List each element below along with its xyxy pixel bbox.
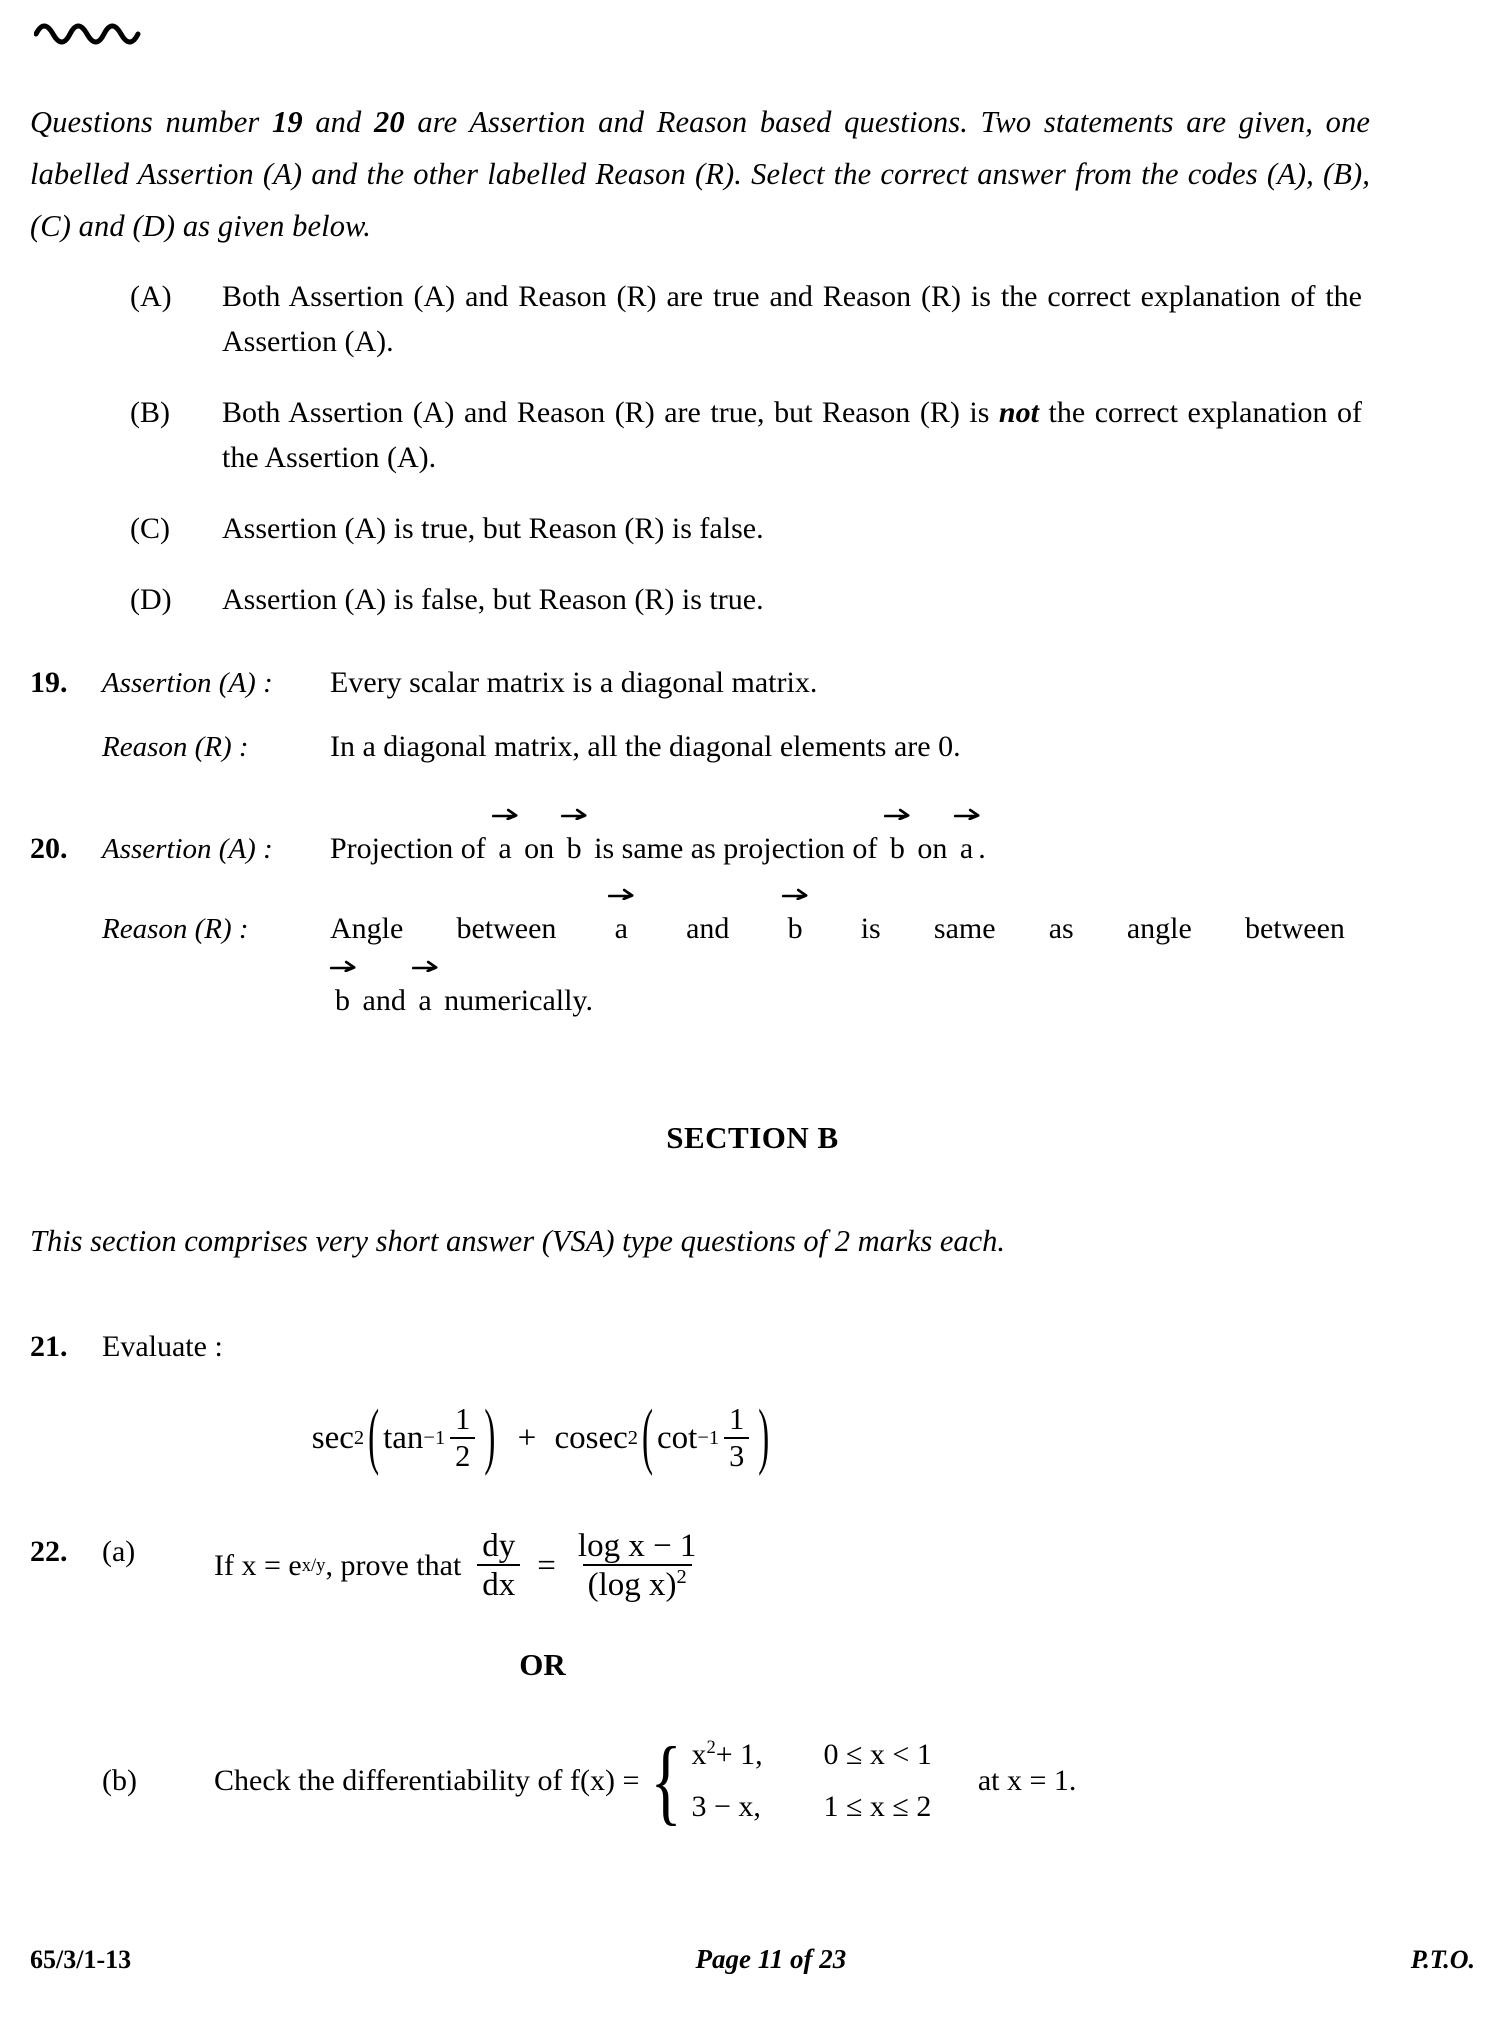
q20-r-t2: between <box>456 912 557 945</box>
question-20 <box>30 826 1475 1024</box>
assertion-reason-instructions <box>30 96 1370 252</box>
q20-r-v1: a <box>614 912 628 945</box>
option-a-text: Both Assertion (A) and Reason (R) are true and Reason (R) is the correct explanation of the Assertion (A). <box>222 280 1362 358</box>
option-c-text: Assertion (A) is true, but Reason (R) is false. <box>222 512 764 545</box>
option-a <box>30 274 1475 364</box>
q22b-case2-expr: 3 − x, <box>691 1790 761 1824</box>
q22b-case1-expr <box>691 1729 823 1781</box>
q22a-rhs-den-base: (log x) <box>587 1567 677 1604</box>
q20-reason-line-1 <box>330 906 1345 952</box>
page-content <box>30 96 1475 1833</box>
question-22-part-b <box>30 1726 1475 1834</box>
q22b-t2: at x = 1. <box>977 1764 1077 1798</box>
q20-r-t6: as <box>1048 912 1074 945</box>
option-d <box>30 577 1475 622</box>
question-22-part-b-body <box>214 1726 1077 1834</box>
vector-a-3 <box>612 906 631 952</box>
q20-a-v1: a <box>498 832 512 865</box>
answer-code-options <box>30 274 1475 622</box>
q20-r-t5: same <box>933 912 996 945</box>
q20-r-t3: and <box>686 912 730 945</box>
q21-fn2: cosec <box>554 1419 628 1456</box>
option-d-text: Assertion (A) is false, but Reason (R) is true. <box>222 583 764 616</box>
q20-a-v2: b <box>566 832 582 865</box>
question-20-assertion <box>30 826 1475 872</box>
q20-r-t7: angle <box>1126 912 1192 945</box>
question-19-reason <box>30 724 1475 770</box>
section-b-description: This section comprises very short answer (VSA) type questions of 2 marks each. <box>30 1224 1006 1258</box>
q22b-case1-base: x <box>691 1738 707 1772</box>
vector-arrow-icon <box>884 806 914 820</box>
question-22-part-b-label: (b) <box>102 1764 137 1798</box>
vector-a-1 <box>495 826 514 872</box>
question-22-part-a <box>30 1529 1475 1603</box>
vector-arrow-icon <box>781 886 811 900</box>
instr-lead-3: are Assertion and Reason based questions. Two statements are given, one labelled Assertion (A) and the other labelled Reason (R). Select the correct answer from the codes (A), (B), (C) and (D) as given below. <box>30 105 1371 243</box>
page-footer <box>30 1944 1475 1975</box>
vector-arrow-icon <box>607 886 637 900</box>
option-b-label: (B) <box>130 396 170 429</box>
option-d-label: (D) <box>130 583 172 616</box>
q20-r-t1: Angle <box>330 912 404 945</box>
q22b-case-1 <box>691 1729 931 1781</box>
option-c-label: (C) <box>130 512 170 545</box>
q20-a-t1: Projection of <box>330 832 486 865</box>
question-22-number: 22. <box>30 1534 68 1568</box>
left-brace-icon: { <box>650 1726 683 1834</box>
q21-inner2-fn: cot <box>657 1419 698 1456</box>
question-21-prompt-row <box>30 1324 1475 1370</box>
q22a-rhs-den-pow: 2 <box>676 1566 687 1589</box>
q22b-t1: Check the differentiability of f(x) = <box>214 1764 640 1798</box>
vector-b-2 <box>887 826 908 872</box>
q20-a-v4: a <box>959 832 974 865</box>
question-21-number: 21. <box>30 1330 68 1363</box>
footer-paper-code: 65/3/1-13 <box>30 1945 132 1974</box>
q21-frac2-num: 1 <box>729 1402 745 1436</box>
q20-r-t9: and <box>362 984 406 1017</box>
question-19-assertion-text: Every scalar matrix is a diagonal matrix. <box>330 666 818 699</box>
vector-arrow-icon <box>329 958 359 972</box>
vector-arrow-icon <box>953 806 983 820</box>
vector-b-1 <box>564 826 585 872</box>
question-19-reason-text: In a diagonal matrix, all the diagonal elements are 0. <box>330 730 961 763</box>
instr-lead-1: Questions number <box>30 105 272 139</box>
q21-frac1-num: 1 <box>455 1402 471 1436</box>
question-20-reason-label: Reason (R) : <box>102 913 249 945</box>
question-19-number: 19. <box>30 666 68 699</box>
option-b-text <box>222 390 1362 480</box>
q22b-case1-cond: 0 ≤ x < 1 <box>823 1738 932 1772</box>
q22a-t1: If x = e <box>214 1548 302 1582</box>
question-22-or: OR <box>519 1647 566 1683</box>
instr-q19: 19 <box>271 105 303 139</box>
section-b-title: SECTION B <box>666 1120 839 1155</box>
wavy-line-mark-icon <box>34 14 144 48</box>
question-21-expression <box>30 1396 1475 1478</box>
q20-a-v3: b <box>889 832 905 865</box>
footer-page-number: Page 11 of 23 <box>695 1944 847 1974</box>
question-20-assertion-label: Assertion (A) : <box>102 833 273 865</box>
question-21-prompt: Evaluate : <box>102 1330 223 1363</box>
q21-inner1-fn: tan <box>383 1419 424 1456</box>
q21-frac-2 <box>724 1404 749 1473</box>
q22b-piecewise <box>643 1726 932 1834</box>
question-20-number: 20. <box>30 832 68 865</box>
q21-lparen-1: ( <box>368 1396 380 1478</box>
q22a-rhs-fraction <box>573 1529 702 1603</box>
q22a-lhs-den: dx <box>477 1564 520 1603</box>
q21-frac-1 <box>450 1404 475 1473</box>
q22a-t2: , prove that <box>325 1548 462 1582</box>
q22b-case-rows <box>691 1729 931 1833</box>
q20-r-t8: between <box>1244 912 1345 945</box>
q20-a-t4: on <box>917 832 948 865</box>
q22b-case-2 <box>691 1781 931 1833</box>
question-19-reason-label: Reason (R) : <box>102 731 249 763</box>
q20-a-t5: . <box>978 832 986 865</box>
option-b <box>30 390 1475 480</box>
option-b-text-before: Both Assertion (A) and Reason (R) are true, but Reason (R) is <box>222 396 999 429</box>
question-20-assertion-text <box>330 826 1475 872</box>
vector-arrow-icon <box>491 806 521 820</box>
q21-frac2-den: 3 <box>724 1437 749 1473</box>
q20-r-t10: numerically. <box>444 984 593 1017</box>
q20-reason-line-2 <box>330 978 1475 1024</box>
option-a-label: (A) <box>130 280 172 313</box>
vector-arrow-icon <box>560 806 590 820</box>
vector-arrow-icon <box>411 958 441 972</box>
question-22-part-a-body: If x = e x/y , prove that $\frac{dy}{dx}$ = $\frac{\text{log x − 1}}{(\log x)^2}$ <box>214 1529 1475 1603</box>
q21-rparen-2: ) <box>758 1396 770 1478</box>
q21-lparen-2: ( <box>642 1396 653 1478</box>
question-19 <box>30 660 1475 770</box>
q20-r-v2: b <box>787 912 803 945</box>
question-20-reason-text <box>330 906 1475 1024</box>
question-22-part-a-label: (a) <box>102 1534 136 1568</box>
vector-b-4 <box>332 978 353 1024</box>
q21-term-1: sec 2 ( tan −1 $\frac{1}{2}$ ) <box>312 1404 500 1473</box>
question-21 <box>30 1324 1475 1478</box>
q20-a-t2: on <box>524 832 555 865</box>
option-c <box>30 506 1475 551</box>
option-b-text-after: the correct explanation of the Assertion (A). <box>222 396 1362 474</box>
q21-plus: + <box>517 1419 537 1456</box>
q22a-rhs-den <box>583 1564 692 1603</box>
vector-b-3 <box>785 906 806 952</box>
q20-a-t3: is same as projection of <box>594 832 878 865</box>
instr-q20: 20 <box>374 105 405 139</box>
question-19-assertion <box>30 660 1475 706</box>
q22a-equals: = <box>537 1547 556 1584</box>
question-20-reason <box>30 906 1475 1024</box>
q20-r-t4: is <box>860 912 881 945</box>
q22b-case1-pow: 2 <box>706 1737 716 1759</box>
q21-frac1-den: 2 <box>450 1437 475 1473</box>
vector-a-2 <box>957 826 976 872</box>
question-22 <box>30 1529 1475 1833</box>
q22a-lhs-fraction <box>477 1529 520 1603</box>
q22b-case2-cond: 1 ≤ x ≤ 2 <box>823 1790 932 1824</box>
question-19-assertion-label: Assertion (A) : <box>102 667 273 699</box>
q22a-rhs-num: log x − 1 <box>577 1527 697 1564</box>
vector-a-4 <box>415 978 434 1024</box>
q22a-lhs-num: dy <box>482 1527 516 1564</box>
q21-rparen-1: ) <box>484 1396 496 1478</box>
q21-fn1: sec <box>311 1419 354 1456</box>
option-b-emphasis: not <box>998 396 1039 429</box>
q20-r-v3: b <box>335 984 350 1017</box>
q22b-case1-rest: + 1, <box>715 1738 763 1772</box>
instr-lead-2: and <box>302 105 375 139</box>
footer-pto: P.T.O. <box>1410 1945 1475 1974</box>
q21-term-2: cosec 2 ( cot −1 $\frac{1}{3}$ ) <box>554 1404 773 1473</box>
q20-r-v4: a <box>418 984 432 1017</box>
